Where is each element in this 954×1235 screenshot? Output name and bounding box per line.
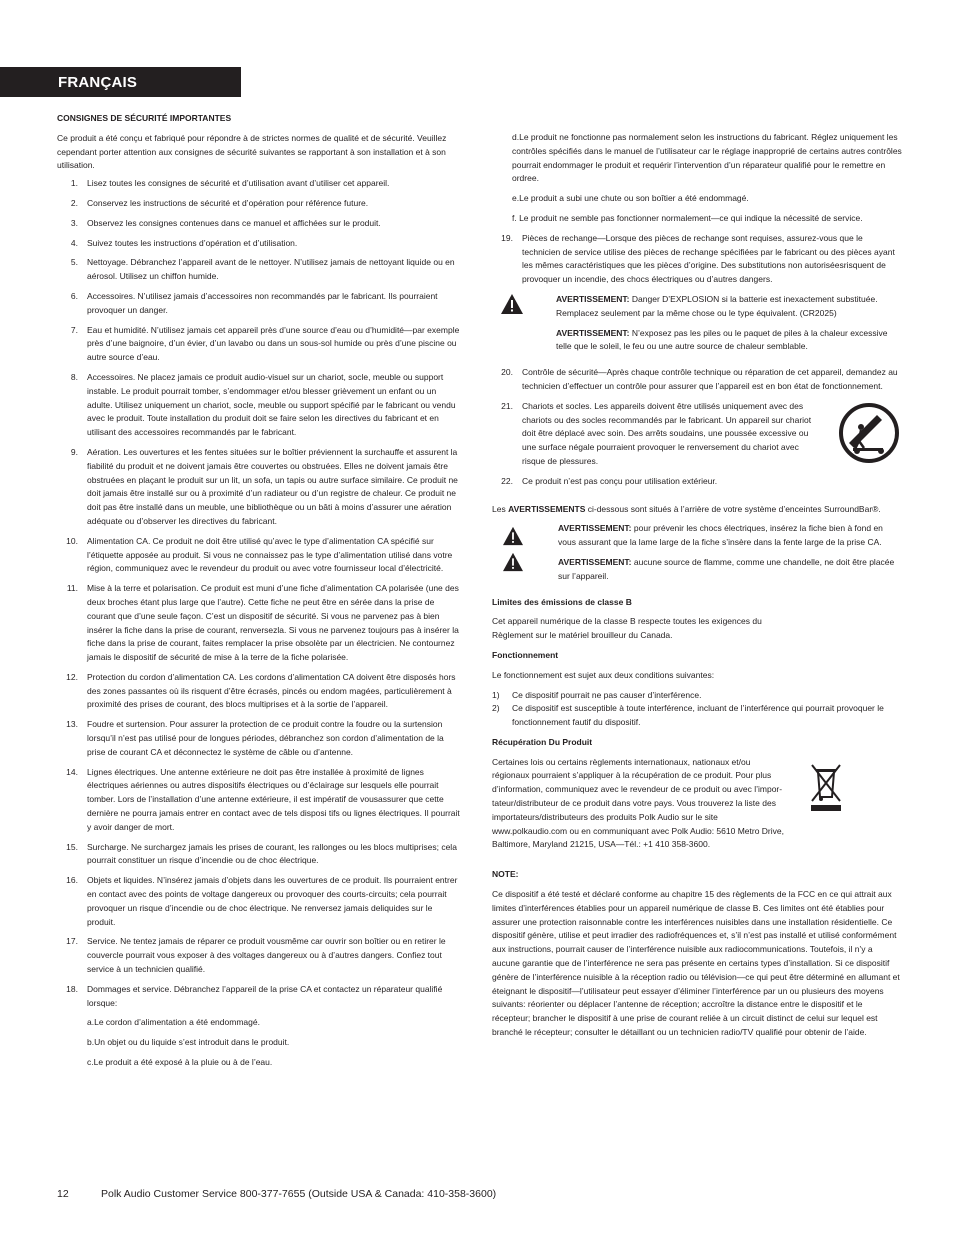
list-item-number: 11. — [66, 583, 78, 594]
sub-list-item: c.Le produit a été exposé à la pluie ou à de l’eau. — [87, 1057, 273, 1068]
warning-triangle-icon — [492, 293, 556, 360]
rear-warnings-intro: Les AVERTISSEMENTS ci-dessous sont situés à l’arrière de votre système d’enceintes SurroundBar®. — [492, 503, 881, 514]
list-item — [492, 689, 902, 703]
recycling-text: Certaines lois ou certains règlements internationaux, nationaux et/ou régionaux pourraient s’appliquer à la récupération de ce produit. Pour plus d’information, communiquez avec le revendeur de ce produit ou avec l’impor-tateur/distributeur de ce produit dans votre pays. Vous trouverez la liste des importateurs/distributeurs des produits Polk Audio sur le site www.polkaudio.com ou en communiquant avec Polk Audio: 5610 Metro Drive, Baltimore, Maryland 21215, USA—Tél.: +1 410 358-3600. — [492, 756, 784, 850]
list-item-text: Observez les consignes contenues dans ce manuel et affichées sur le produit. — [87, 217, 381, 228]
sub-list-item: a.Le cordon d’alimentation a été endommagé. — [87, 1017, 260, 1028]
sub-list-item: e.Le produit a subi une chute ou son boîtier a été endommagé. — [512, 193, 749, 204]
list-item-number: 10. — [66, 535, 78, 546]
list-item — [492, 702, 902, 730]
cart-tipover-warning-icon — [839, 403, 899, 469]
footer-text: Polk Audio Customer Service 800-377-7655 (Outside USA & Canada: 410-358-3600) — [101, 1188, 497, 1200]
weee-bin-icon — [808, 761, 844, 853]
list-item-number: 2. — [70, 197, 78, 208]
list-item — [57, 324, 462, 365]
list-item-text: Conservez les instructions de sécurité et d’opération pour référence future. — [87, 197, 369, 208]
list-item — [57, 874, 462, 929]
list-item-number: 1. — [70, 178, 78, 189]
plug-warning: AVERTISSEMENT: pour prévenir les chocs électriques, insérez la fiche bien à fond en vous assurant que la lame large de la fiche s’insère dans la fente large de la prise CA. — [558, 523, 883, 548]
operation-text: Le fonctionnement est sujet aux deux conditions suivantes: — [492, 669, 715, 680]
list-item-number: 14. — [66, 766, 78, 777]
list-item — [57, 290, 462, 318]
list-item-number: 5. — [70, 257, 78, 268]
list-item: 20. Contrôle de sécurité—Après chaque contrôle technique ou réparation de cet appareil, demandez au technicien d’effectuer un contrôle pour assurer que l’appareil est en bon état de fonctionnement. — [501, 367, 898, 391]
list-item-number: 3. — [70, 217, 78, 228]
list-item-number: 6. — [70, 290, 78, 301]
safety-heading: CONSIGNES DE SÉCURITÉ IMPORTANTES — [57, 113, 232, 123]
list-item-text: Objets et liquides. N’insérez jamais d’objets dans les ouvertures de ce produit. Ils pourraient entrer en contact avec des points de voltage dangereux ou provoquer des courts-circuits; cela pourrait provoquer un risque d’incendie ou de choc électrique. Ne renversez jamais deliquides sur le produit. — [87, 875, 458, 927]
list-item-text: Mise à la terre et polarisation. Ce produit est muni d’une fiche d’alimentation CA polarisée (une des deux broches étant plus large que l’autre). Cette fiche ne peut être en sérée dans la prise de courant que d’une seule façon. C’est un dispositif de sécurité. Si vous ne parvenez pas à bien insérer la fiche dans la prise de courant, renversezla. Si vous ne parvenez toujours pas à insérer la fiche dans la prise de courant, faites remplacer la prise obsolète par un électricien. Ne contournez jamais le dispositif de sécurité de mise à la terre de la fiche polarisée. — [87, 583, 459, 663]
list-item-text: Accessoires. Ne placez jamais ce produit audio-visuel sur un chariot, socle, meuble ou support instable. Le produit pourrait tomber, s’endommager et/ou blesser grièvement un enfant ou un adulte. Utilisez uniquement un chariot, socle, meuble ou support spécifié par le fabricant ou vendu avec le produit. Toute installation du produit doit se faire selon les directives du fabricant et en utilisant des accessoires recommandés par le fabricant. — [87, 371, 456, 438]
list-item-text: Dommages et service. Débranchez l’appareil de la prise CA et contactez un réparateur qualifié lorsque: — [87, 983, 443, 1008]
list-item — [57, 841, 462, 869]
list-item-text: Aération. Les ouvertures et les fentes situées sur le boîtier préviennent la surchauffe et assurent la fiabilité du produit et ne doivent jamais être couvertes ou obstruées. Elles ne doivent jamais être obstruées en plaçant le produit sur un lit, un sofa, un tapis ou autre surface similaire. Ce produit ne doit jamais être installé sur ou à proximité d’un radiateur ou d’un registre de chaleur. Ce produit ne doit pas être installé dans un meuble, une bibliothèque ou un bâti à moins d’assurer une aération adéquate ou d’observer les directives du fabricant. — [87, 446, 458, 526]
class-b-text: Cet appareil numérique de la classe B respecte toutes les exigences du Règlement sur le matériel brouilleur du Canada. — [492, 616, 762, 641]
list-item-number: 12. — [66, 671, 78, 682]
damage-sublist — [57, 1016, 462, 1069]
list-item-text: Surcharge. Ne surchargez jamais les prises de courant, les rallonges ou les blocs multiprises; cela pourrait constituer un risque d’incendie ou de choc électrique. — [87, 841, 457, 866]
battery-warning-2: AVERTISSEMENT: N’exposez pas les piles ou le paquet de piles à la chaleur excessive telle que le soleil, le feu ou une autre source de chaleur semblable. — [556, 327, 888, 352]
list-item-number: 8. — [70, 371, 78, 382]
list-item-number: 16. — [66, 875, 78, 886]
operation-list — [492, 689, 902, 730]
list-item — [57, 582, 462, 665]
damage-sublist-continued — [492, 131, 902, 226]
list-item-text: Service. Ne tentez jamais de réparer ce produit vousmême car ouvrir son boîtier ou en retirer le couvercle pourrait vous exposer à des voltages dangereux ou à d’autres dangers. Confiez tout service à un technicien qualifié. — [87, 936, 446, 975]
list-item — [57, 217, 462, 231]
list-item-number: 15. — [66, 841, 78, 852]
list-item-text: Ce dispositif pourrait ne pas causer d’interférence. — [512, 689, 702, 700]
list-item — [57, 256, 462, 284]
list-item: 22. Ce produit n’est pas conçu pour utilisation extérieur. — [501, 475, 718, 486]
warning-triangle-icon — [502, 526, 524, 546]
list-item-number: 4. — [70, 237, 78, 248]
list-item — [57, 197, 462, 211]
battery-warnings — [492, 293, 902, 360]
list-item: 19. Pièces de rechange—Lorsque des pièces de rechange sont requises, assurez-vous que le technicien de service utilise des pièces de rechange spécifiées par le fabricant ou des pièces ayant les mêmes caractéristiques que les pièces d’origine. Des substitutions non autoriséesrisquent de provoquer un incendie, des chocs électriques ou d’autres dangers. — [501, 232, 895, 285]
list-item — [57, 766, 462, 835]
list-item-number: 7. — [70, 324, 78, 335]
list-item — [57, 671, 462, 712]
sub-list-item: f. Le produit ne semble pas fonctionner normalement—ce qui indique la nécessité de service. — [512, 212, 863, 223]
list-item — [57, 237, 462, 251]
list-item-number: 1) — [492, 689, 500, 700]
list-item — [57, 935, 462, 976]
list-item — [57, 983, 462, 1011]
note-heading: NOTE: — [492, 869, 519, 880]
list-item-number: 2) — [492, 703, 500, 714]
list-item-text: Eau et humidité. N’utilisez jamais cet appareil près d’une source d’eau ou d’humidité—par exemple près d’une baignoire, d’un évier, d’un lavabo ou dans un sous-sol humide ou près d’une piscine ou autre source d’eau. — [87, 324, 460, 363]
page-number: 12 — [57, 1188, 69, 1200]
list-item-number: 9. — [70, 446, 78, 457]
flame-warning: AVERTISSEMENT: aucune source de flamme, comme une chandelle, ne doit être placée sur l’appareil. — [558, 556, 895, 581]
list-item-text: Foudre et surtension. Pour assurer la protection de ce produit contre la foudre ou la surtension lorsqu’il n’est pas utilisé pour de longues périodes, débranchez son cordon d’alimentation de la prise de courant CA et déconnectez le système de câble ou d’antenne. — [87, 719, 444, 757]
right-column — [492, 131, 902, 1046]
battery-warning-1: AVERTISSEMENT: Danger D’EXPLOSION si la batterie est inexactement substituée. Remplacez seulement par la même chose ou le type équivalent. (CR2025) — [556, 293, 878, 318]
list-item — [57, 177, 462, 191]
list-item-text: Lignes électriques. Une antenne extérieure ne doit pas être installée à proximité de lignes électriques aériennes ou autres dispositifs électriques ou d’éclairage sur lesquels elle pourrait tomber. Lors de l’installation d’une antenne extérieure, il est impératif de vousassurer que cette dernière ne pourra jamais entrer en contact avec de tels disposi tifs ou lignes électriques. Il pourrait y avoir danger de mort. — [87, 766, 460, 832]
language-header-bar — [0, 67, 241, 97]
left-column — [57, 112, 462, 1076]
list-item-number: 18. — [66, 983, 78, 994]
recycling-heading: Récupération Du Produit — [492, 736, 593, 747]
list-item-text: Lisez toutes les consignes de sécurité et d’utilisation avant d’utiliser cet appareil. — [87, 178, 390, 189]
list-item-text: Suivez toutes les instructions d’opération et d’utilisation. — [87, 237, 298, 248]
list-item-text: Nettoyage. Débranchez l’appareil avant de le nettoyer. N’utilisez jamais de nettoyant liquide ou en aérosol. Utilisez un chiffon humide. — [87, 257, 455, 282]
list-item-text: Alimentation CA. Ce produit ne doit être utilisé qu’avec le type d’alimentation CA spécifié sur l’étiquette apposée au produit. Si vous ne connaissez pas le type d’alimentation utilisé dans votre région, communiquez avec le revendeur du produit ou avec votre fournisseur local d’électricité. — [87, 535, 453, 574]
page-footer — [57, 1188, 496, 1200]
sub-list-item: b.Un objet ou du liquide s’est introduit dans le produit. — [87, 1037, 290, 1048]
list-item-text: Accessoires. N’utilisez jamais d’accessoires non recommandés par le fabricant. Ils pourraient provoquer un danger. — [87, 290, 438, 315]
list-item — [57, 446, 462, 529]
list-item — [57, 718, 462, 759]
list-item — [57, 371, 462, 440]
language-title: FRANÇAIS — [58, 74, 138, 91]
list-item: 21. Chariots et socles. Les appareils doivent être utilisés uniquement avec des chariots ou des socles recommandés par le fabricant. Un appareil sur chariot doit être déplacé avec soin. Des arrêts soudains, une poussée excessive ou une surface négale pourraient provoquer le renversement du chariot avec risque de plessures. — [492, 400, 902, 469]
note-text: Ce dispositif a été testé et déclaré conforme au chapitre 15 des règlements de la FCC en ce qui attrait aux limites d’interférences établies pour un appareil numérique de classe B. Ces limites ont été établies pour assurer une protection raisonnable contre les interférences nuisibles dans une installation résidentielle. Ce dispositif génère, utilise et peut irradier des radiofréquences et, s’il n’est pas installé et utilisé conformément aux instructions, pourrait causer de l’interférence nuisible aux radiocommunications. Toutefois, il n’y a aucune garantie que de l’interférence ne sera pas présente en certains types d’installation. Si ce dispositif génère de l’interférence nuisible à la réception radio ou télévision—ce qui peut être déterminé en allumant et éteignant le dispositif—l’utilisateur peut essayer d’éliminer l’interférence par un ou plusieurs des moyens suivants: réorienter ou déplacer l’antenne de réception; accroître la distance entre le dispositif et le récepteur; brancher le dispositif à une prise de courant reliée à un circuit distinct de celui sur lequel est branché le récepteur; consulter le détaillant ou un technicien radio/TV qualifié pour obtenir de l’aide. — [492, 889, 900, 1038]
list-item-number: 17. — [66, 936, 78, 947]
safety-intro: Ce produit a été conçu et fabriqué pour répondre à de strictes normes de qualité et de sécurité. Veuillez cependant porter attention aux consignes de sécurité suivantes se rapportant à son installation et à son utilisation. — [57, 132, 447, 171]
warning-triangle-icon — [502, 552, 524, 572]
safety-list — [57, 177, 462, 1010]
rear-warnings — [492, 522, 902, 589]
list-item-text: Protection du cordon d’alimentation CA. Les cordons d’alimentation CA doivent être disposés hors des zones passantes où ils risquent d’être écrasés, pincés ou endom magées, particulièrement à proximité des prises de courant, des blocs multiprises et à la sortie de l’appareil. — [87, 671, 456, 710]
list-item-text: Ce dispositif est susceptible à toute interférence, incluant de l’interférence qui pourrait provoquer le fonctionnement fautif du dispositif. — [512, 703, 884, 728]
operation-heading: Fonctionnement — [492, 649, 559, 660]
sub-list-item: d.Le produit ne fonctionne pas normalement selon les instructions du fabricant. Réglez uniquement les contrôles spécifiés dans le manuel de l’utilisateur car le réglage inapproprié de certains autres contrôles pourrait endommager le produit et requérir l’intervention d’un réparateur qualifié pour le remettre en ordree. — [512, 132, 902, 184]
list-item-number: 13. — [66, 719, 78, 730]
class-b-heading: Limites des émissions de classe B — [492, 596, 632, 607]
list-item — [57, 535, 462, 576]
